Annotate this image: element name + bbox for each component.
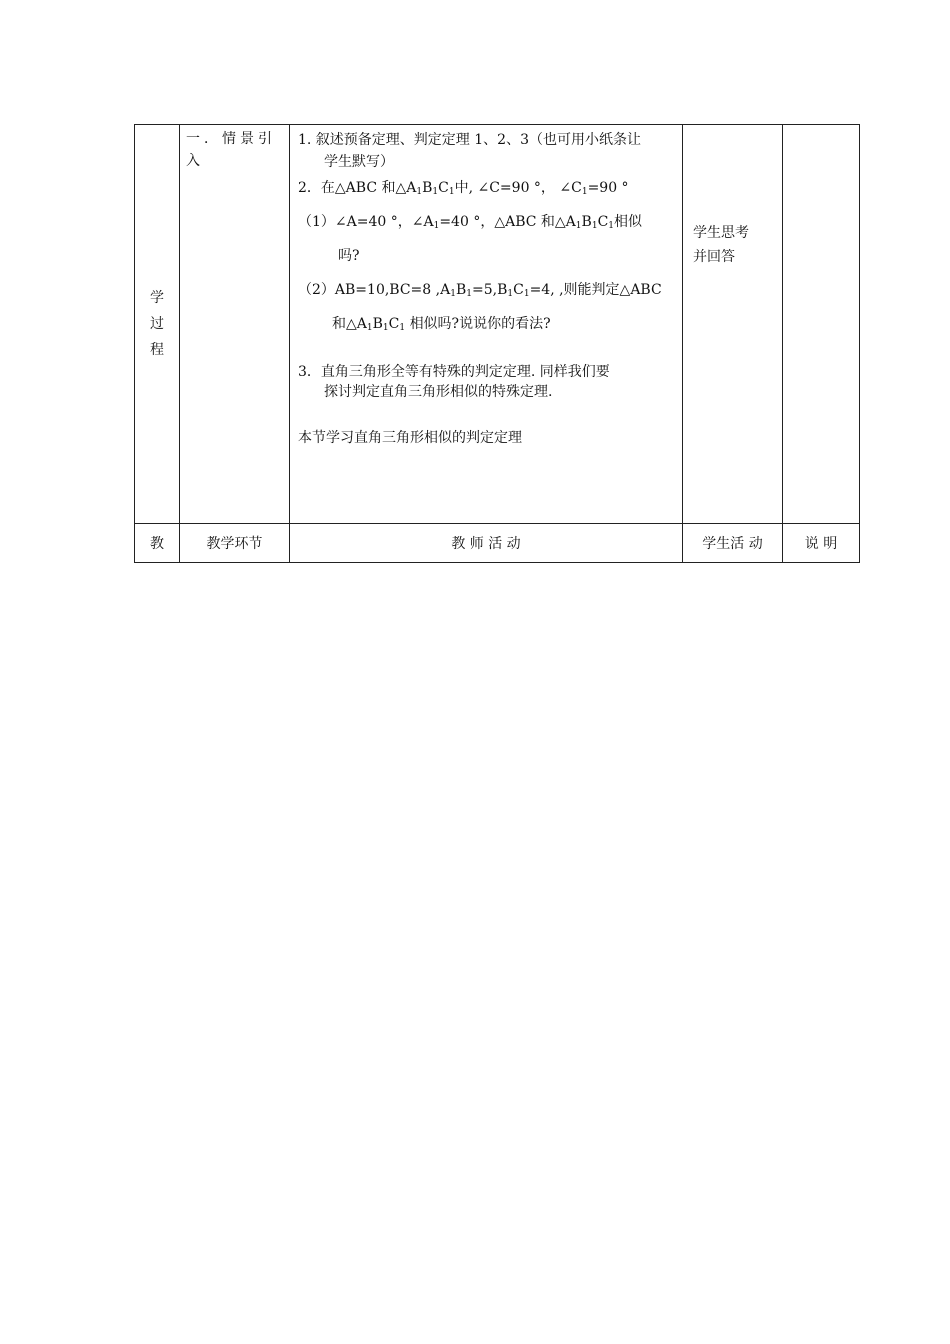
process-label-char-2: 过: [150, 316, 164, 332]
stage-cell: [180, 125, 290, 524]
teacher-activity-cell: [290, 125, 683, 524]
process-label-char-3: 程: [150, 342, 164, 358]
question2-line1: （2）AB=10,BC=8 $,A_1B_1=5,B_1C_1=4$, ,则能判定△ABC: [298, 282, 662, 299]
notes-cell: [783, 125, 860, 524]
process-label-cell: [135, 125, 180, 524]
item3-line1: 3．直角三角形全等有特殊的判定定理. 同样我们要: [298, 364, 610, 380]
process-label-char-1: 学: [150, 290, 164, 306]
process-row: [135, 125, 860, 524]
student-activity-line2: 并回答: [693, 249, 735, 265]
item1-line1: 1. 叙述预备定理、判定定理 1、2、3（也可用小纸条让: [298, 132, 641, 148]
item3-line2: 探讨判定直角三角形相似的特殊定理.: [324, 384, 553, 400]
header-col5: 说 明: [783, 524, 860, 563]
question2-line2: 和$\triangle A_1B_1C_1$ 相似吗?说说你的看法?: [332, 316, 551, 333]
header-col1: 教: [135, 524, 180, 563]
student-activity-cell: [683, 125, 783, 524]
question1-line2: 吗?: [338, 248, 360, 264]
stage-label: 一．情景引入: [186, 131, 276, 169]
question1-line1: （1）∠A=40 °，$\angle A_1=40$ °，△ABC 和$\triangle A_1B_1C_1$相似: [298, 214, 643, 231]
lesson-plan-table: [134, 124, 860, 563]
item2-line: 2．在△ABC 和$\triangle A_1B_1C_1$中, ∠C=90 °， $\angle C_1=90$ °: [298, 180, 629, 197]
summary-line: 本节学习直角三角形相似的判定定理: [298, 430, 522, 446]
student-activity-line1: 学生思考: [693, 225, 749, 241]
header-col4: 学生活 动: [683, 524, 783, 563]
header-row: [135, 524, 860, 563]
header-col3: 教 师 活 动: [290, 524, 683, 563]
item1-line2: 学生默写）: [324, 154, 394, 170]
header-col2: 教学环节: [180, 524, 290, 563]
